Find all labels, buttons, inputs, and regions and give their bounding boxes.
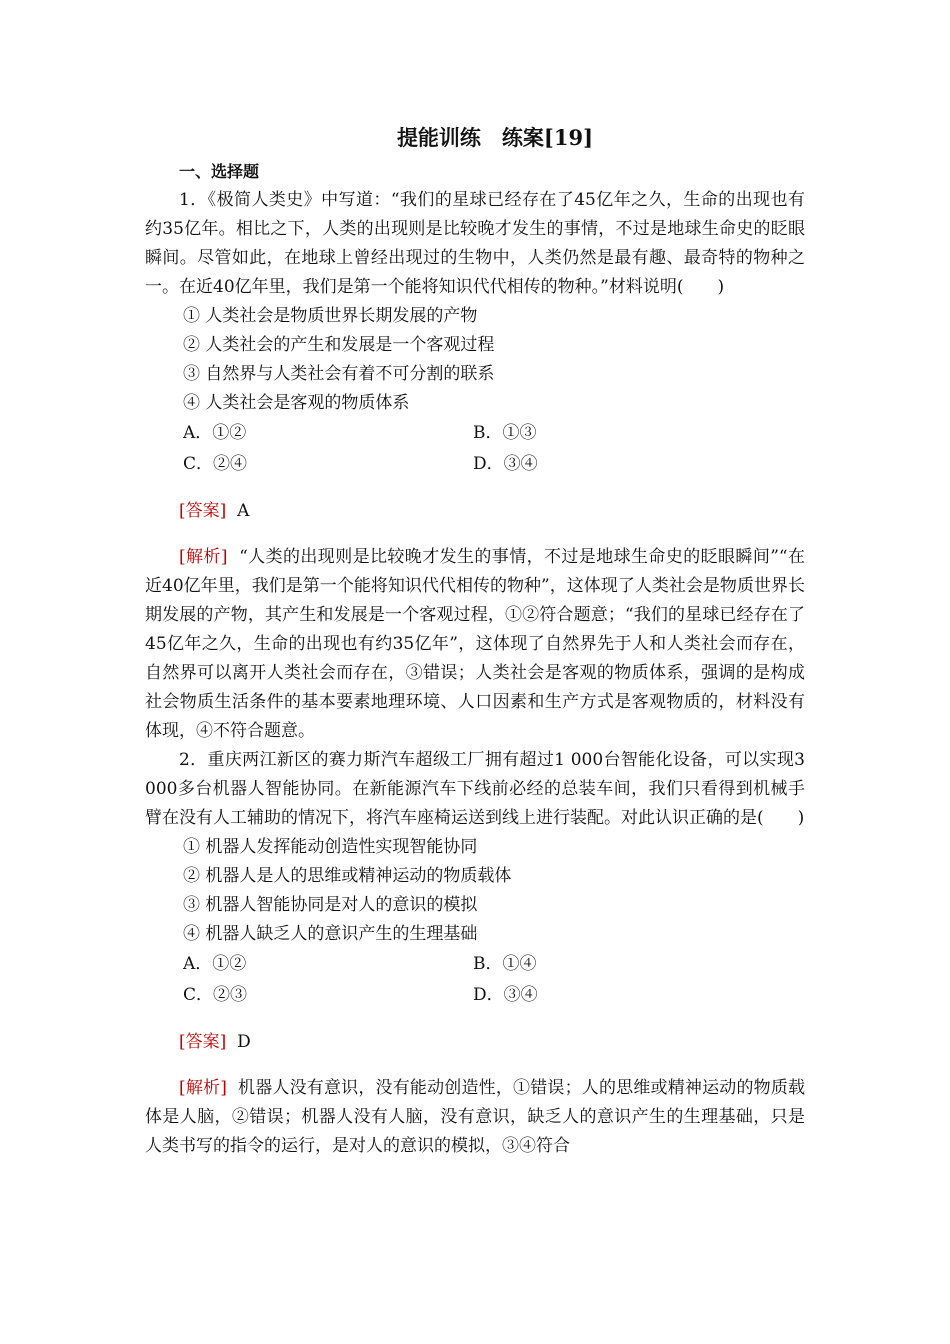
choice-a: A．①②: [183, 423, 247, 443]
statement-item: ② 人类社会的产生和发展是一个客观过程: [183, 335, 495, 355]
statement-item: ① 人类社会是物质世界长期发展的产物: [183, 306, 478, 326]
answer-line: [145, 497, 805, 526]
question-stem: 2．重庆两江新区的赛力斯汽车超级工厂拥有超过1 000台智能化设备，可以实现3 000多台机器人智能协同。在新能源汽车下线前必经的总装车间，我们只看得到机械手臂在没有人工辅助的情况下，将汽车座椅运送到线上进行装配。对此认识正确的是( ): [145, 750, 805, 828]
answer-choices: [145, 949, 805, 1011]
analysis-paragraph: [145, 1074, 805, 1161]
choice-b: B．①④: [473, 954, 537, 974]
section-heading: 一、选择题: [179, 162, 260, 181]
statement-item: ② 机器人是人的思维或精神运动的物质载体: [183, 866, 512, 886]
analysis-text: “人类的出现则是比较晚才发生的事情，不过是地球生命史的眨眼瞬间”“在近40亿年里，我们是第一个能将知识代代相传的物种”，这体现了人类社会是物质世界长期发展的产物，其产生和发展是一个客观过程，①②符合题意；“我们的星球已经存在了45亿年之久，生命的出现也有约35亿年”，这体现了自然界先于人和人类社会而存在，自然界可以离开人类社会而存在，③错误；人类社会是客观的物质体系，强调的是构成社会物质生活条件的基本要素地理环境、人口因素和生产方式是客观物质的，材料没有体现，④不符合题意。: [145, 547, 806, 741]
choice-d: D．③④: [473, 454, 538, 474]
statement-item: ③ 自然界与人类社会有着不可分割的联系: [183, 364, 495, 384]
page-title: 提能训练 练案[19]: [396, 125, 594, 150]
answer-tag: [答案]: [179, 1032, 227, 1052]
answer-value: D: [237, 1032, 251, 1052]
answer-tag: [答案]: [179, 501, 227, 521]
question-1: [145, 186, 805, 746]
answer-choices: [145, 418, 805, 480]
statement-item: ④ 人类社会是客观的物质体系: [183, 393, 410, 413]
choice-b: B．①③: [473, 423, 537, 443]
document-page: [145, 120, 805, 1161]
analysis-tag: [解析]: [179, 1078, 227, 1098]
choice-c: C．②③: [183, 985, 248, 1005]
choice-c: C．②④: [183, 454, 248, 474]
choice-a: A．①②: [183, 954, 247, 974]
statement-item: ① 机器人发挥能动创造性实现智能协同: [183, 837, 478, 857]
answer-line: [145, 1028, 805, 1057]
question-stem: 1．《极简人类史》中写道：“我们的星球已经存在了45亿年之久，生命的出现也有约35亿年。相比之下，人类的出现则是比较晚才发生的事情，不过是地球生命史的眨眼瞬间。尽管如此，在地球上曾经出现过的生物中，人类仍然是最有趣、最奇特的物种之一。在近40亿年里，我们是第一个能将知识代代相传的物种。”材料说明( ): [145, 190, 805, 297]
analysis-paragraph: [145, 543, 805, 746]
answer-value: A: [237, 501, 250, 521]
question-2: [145, 746, 805, 1161]
choice-d: D．③④: [473, 985, 538, 1005]
analysis-text: 机器人没有意识，没有能动创造性，①错误；人的思维或精神运动的物质载体是人脑，②错误；机器人没有人脑，没有意识，缺乏人的意识产生的生理基础，只是人类书写的指令的运行，是对人的意识的模拟，③④符合: [145, 1078, 806, 1156]
analysis-tag: [解析]: [179, 547, 228, 567]
statement-item: ③ 机器人智能协同是对人的意识的模拟: [183, 895, 478, 915]
statement-item: ④ 机器人缺乏人的意识产生的生理基础: [183, 924, 478, 944]
